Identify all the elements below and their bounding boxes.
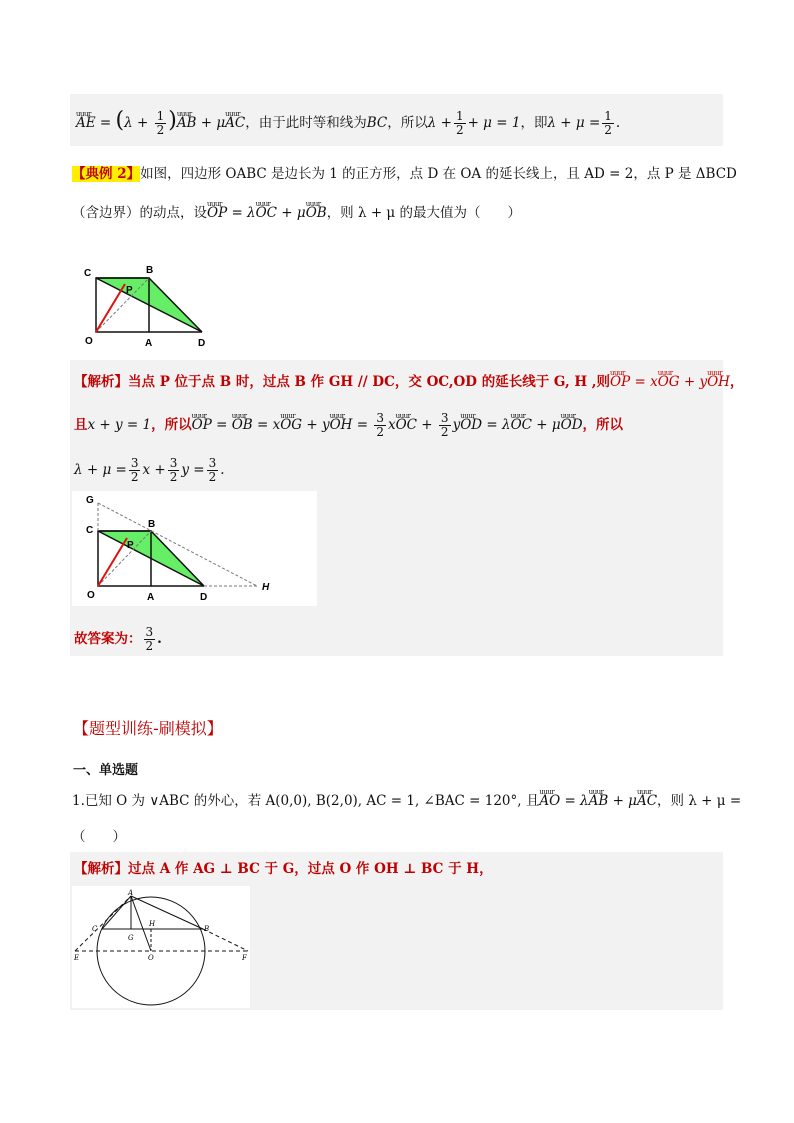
svg-text:H: H — [149, 920, 156, 928]
top-formula-line: uuur AE = (λ + $\frac{1}{2}$ )uuur AB + μuuur AC，由于此时等和线为BC，所以λ + $\frac{1}{2}$ + μ = 1，即λ + μ = $\frac{1}{2}$ . — [76, 110, 620, 137]
analysis-1-block — [70, 360, 744, 656]
top-formula-block — [70, 94, 723, 146]
svg-text:O: O — [85, 336, 93, 347]
svg-text:C: C — [92, 925, 98, 933]
vector-op-arrow — [96, 284, 125, 332]
svg-text:A: A — [145, 338, 153, 349]
svg-text:F: F — [242, 954, 247, 962]
svg-text:B: B — [146, 265, 154, 276]
svg-text:D: D — [200, 592, 208, 603]
svg-text:O: O — [87, 590, 95, 601]
svg-text:E: E — [74, 954, 80, 962]
svg-text:A: A — [128, 889, 134, 897]
svg-text:H: H — [262, 582, 270, 593]
analysis-1-line-3: λ + μ = $\frac{3}{2}$ x + $\frac{3}{2}$ y = $\frac{3}{2}$ . — [74, 456, 225, 484]
analysis-2-block — [70, 852, 723, 1010]
figure-circumcircle — [72, 886, 250, 1008]
svg-text:D: D — [198, 338, 206, 349]
svg-text:G: G — [86, 495, 94, 506]
analysis-1-line-1: 【解析】当点 P 位于点 B 时，过点 B 作 GH // DC，交 OC,OD 的延长线于 G, H ,则uuur OP = xuuur OG + yuuur OH， — [74, 372, 743, 392]
line-gh — [98, 503, 257, 586]
figure-square-trapezoid — [80, 262, 220, 352]
subsection-title: 一、单选题 — [73, 763, 139, 778]
svg-text:C: C — [86, 525, 94, 536]
analysis-2-line: 【解析】过点 A 作 AG ⊥ BC 于 G，过点 O 作 OH ⊥ BC 于 H， — [74, 861, 493, 877]
answer-line: 故答案为： $\frac{3}{2}$ . — [74, 625, 162, 653]
example-line-1: 【典例 2】如图，四边形 OABC 是边长为 1 的正方形，点 D 在 OA 的延长线上，且 AD = 2，点 P 是 ΔBCD — [72, 166, 737, 182]
svg-text:P: P — [126, 285, 133, 296]
svg-text:B: B — [204, 925, 210, 933]
question-1-line-1: 1.已知 O 为 ∨ABC 的外心，若 A(0,0), B(2,0), AC = 1, ∠BAC = 120°, 且uuur AO = λuuur AB + μuuur AC，则 λ + μ = — [72, 791, 741, 811]
svg-text:C: C — [84, 268, 92, 279]
example-line-2: （含边界）的动点，设uuur OP = λuuur OC + μuuur OB，则 λ + μ 的最大值为（ ） — [72, 203, 521, 223]
fraction-half: $\frac{1}{2}$ — [156, 109, 165, 137]
analysis-1-line-2: 且x + y = 1，所以uuur OP = uuur OB = xuuur OG + yuuur OH = $\frac{3}{2}$ xuuur OC + $\frac{3}{2}$ yuuur OD = λuuur OC + μuuur OD，所以 — [74, 412, 623, 439]
figure-extended-lines — [72, 491, 317, 606]
question-1-line-2: （ ） — [72, 829, 126, 845]
svg-text:A: A — [147, 592, 155, 603]
svg-text:B: B — [148, 519, 156, 530]
svg-text:P: P — [127, 540, 134, 551]
svg-text:O: O — [148, 954, 154, 962]
svg-text:G: G — [128, 934, 134, 942]
vector-ae: uuur AE — [76, 113, 96, 133]
section-title: 【题型训练-刷模拟】 — [73, 719, 223, 738]
example-tag: 【典例 2】 — [72, 166, 141, 182]
